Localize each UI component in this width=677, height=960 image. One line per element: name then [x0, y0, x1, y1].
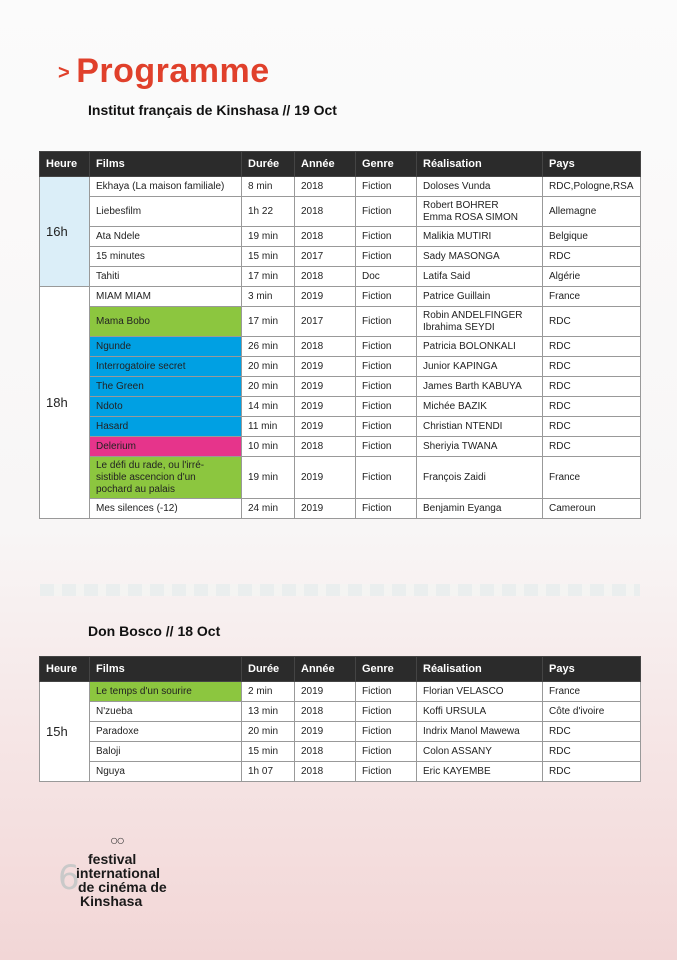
column-header-5: Réalisation [417, 152, 543, 177]
film-cell: Le défi du rade, ou l'irré- sistible ascencion d'un pochard au palais [90, 457, 242, 499]
festival-logo [58, 832, 198, 909]
genre-cell: Fiction [356, 437, 417, 457]
logo-line-4: Kinshasa [80, 893, 143, 909]
column-header-6: Pays [543, 657, 641, 682]
duree-cell: 20 min [242, 377, 295, 397]
column-header-0: Heure [40, 152, 90, 177]
annee-cell: 2019 [295, 722, 356, 742]
pays-cell: RDC [543, 742, 641, 762]
logo-circles-icon: ○○ [110, 832, 123, 848]
table-row [40, 227, 641, 247]
table-header-row [40, 152, 641, 177]
pays-cell: RDC [543, 357, 641, 377]
annee-cell: 2019 [295, 682, 356, 702]
realisation-cell: Sady MASONGA [417, 247, 543, 267]
duree-cell: 2 min [242, 682, 295, 702]
annee-cell: 2019 [295, 397, 356, 417]
genre-cell: Fiction [356, 682, 417, 702]
annee-cell: 2018 [295, 197, 356, 227]
table-row [40, 287, 641, 307]
column-header-6: Pays [543, 152, 641, 177]
table-row [40, 457, 641, 499]
table-header-row [40, 657, 641, 682]
annee-cell: 2018 [295, 742, 356, 762]
table-row [40, 177, 641, 197]
column-header-4: Genre [356, 152, 417, 177]
film-cell: Ata Ndele [90, 227, 242, 247]
hour-cell: 15h [40, 682, 90, 782]
realisation-cell: Junior KAPINGA [417, 357, 543, 377]
table-row [40, 762, 641, 782]
film-cell: Ndoto [90, 397, 242, 417]
pays-cell: Côte d'ivoire [543, 702, 641, 722]
programme-table-institut [39, 151, 641, 519]
realisation-cell: Robert BOHRER Emma ROSA SIMON [417, 197, 543, 227]
table-row [40, 722, 641, 742]
table-row [40, 197, 641, 227]
duree-cell: 10 min [242, 437, 295, 457]
annee-cell: 2019 [295, 457, 356, 499]
decorative-strip [40, 584, 640, 596]
genre-cell: Fiction [356, 762, 417, 782]
duree-cell: 14 min [242, 397, 295, 417]
film-cell: Liebesfilm [90, 197, 242, 227]
table-row [40, 247, 641, 267]
column-header-3: Année [295, 657, 356, 682]
genre-cell: Fiction [356, 307, 417, 337]
table-row [40, 417, 641, 437]
realisation-cell: Malikia MUTIRI [417, 227, 543, 247]
duree-cell: 20 min [242, 722, 295, 742]
duree-cell: 26 min [242, 337, 295, 357]
duree-cell: 3 min [242, 287, 295, 307]
film-cell: The Green [90, 377, 242, 397]
title-text: Programme [76, 52, 270, 90]
realisation-cell: Patricia BOLONKALI [417, 337, 543, 357]
pays-cell: Allemagne [543, 197, 641, 227]
hour-cell: 18h [40, 287, 90, 519]
film-cell: Tahiti [90, 267, 242, 287]
duree-cell: 15 min [242, 742, 295, 762]
pays-cell: RDC [543, 247, 641, 267]
annee-cell: 2018 [295, 337, 356, 357]
genre-cell: Fiction [356, 457, 417, 499]
hour-cell: 16h [40, 177, 90, 287]
table-row [40, 397, 641, 417]
realisation-cell: Colon ASSANY [417, 742, 543, 762]
annee-cell: 2019 [295, 357, 356, 377]
logo-line-3: de cinéma de [78, 879, 167, 895]
pays-cell: Belgique [543, 227, 641, 247]
page-title [58, 52, 270, 91]
duree-cell: 8 min [242, 177, 295, 197]
column-header-3: Année [295, 152, 356, 177]
film-cell: Hasard [90, 417, 242, 437]
film-cell: Ngunde [90, 337, 242, 357]
title-arrow: > [58, 62, 71, 84]
genre-cell: Fiction [356, 247, 417, 267]
column-header-1: Films [90, 657, 242, 682]
realisation-cell: Koffi URSULA [417, 702, 543, 722]
genre-cell: Fiction [356, 177, 417, 197]
film-cell: Mama Bobo [90, 307, 242, 337]
column-header-0: Heure [40, 657, 90, 682]
column-header-1: Films [90, 152, 242, 177]
pays-cell: Cameroun [543, 499, 641, 519]
annee-cell: 2019 [295, 287, 356, 307]
column-header-5: Réalisation [417, 657, 543, 682]
realisation-cell: Latifa Said [417, 267, 543, 287]
genre-cell: Fiction [356, 377, 417, 397]
realisation-cell: Benjamin Eyanga [417, 499, 543, 519]
pays-cell: RDC [543, 377, 641, 397]
genre-cell: Fiction [356, 227, 417, 247]
realisation-cell: François Zaidi [417, 457, 543, 499]
pays-cell: RDC [543, 307, 641, 337]
genre-cell: Fiction [356, 197, 417, 227]
annee-cell: 2018 [295, 702, 356, 722]
table-row [40, 357, 641, 377]
table-row [40, 702, 641, 722]
genre-cell: Fiction [356, 499, 417, 519]
realisation-cell: Michée BAZIK [417, 397, 543, 417]
duree-cell: 11 min [242, 417, 295, 437]
film-cell: Delerium [90, 437, 242, 457]
annee-cell: 2017 [295, 307, 356, 337]
realisation-cell: Christian NTENDI [417, 417, 543, 437]
film-cell: 15 minutes [90, 247, 242, 267]
pays-cell: RDC,Pologne,RSA [543, 177, 641, 197]
pays-cell: RDC [543, 762, 641, 782]
annee-cell: 2018 [295, 437, 356, 457]
column-header-2: Durée [242, 657, 295, 682]
pays-cell: RDC [543, 417, 641, 437]
section-title-donbosco: Don Bosco // 18 Oct [88, 623, 221, 639]
film-cell: Le temps d'un sourire [90, 682, 242, 702]
duree-cell: 13 min [242, 702, 295, 722]
genre-cell: Fiction [356, 722, 417, 742]
duree-cell: 20 min [242, 357, 295, 377]
pays-cell: France [543, 682, 641, 702]
genre-cell: Fiction [356, 417, 417, 437]
film-cell: Baloji [90, 742, 242, 762]
genre-cell: Fiction [356, 702, 417, 722]
pays-cell: RDC [543, 397, 641, 417]
duree-cell: 1h 22 [242, 197, 295, 227]
logo-edition-number: 6 [58, 858, 80, 898]
table-row [40, 377, 641, 397]
table-row [40, 337, 641, 357]
pays-cell: RDC [543, 722, 641, 742]
genre-cell: Doc [356, 267, 417, 287]
realisation-cell: Doloses Vunda [417, 177, 543, 197]
table-row [40, 437, 641, 457]
programme-table-donbosco [39, 656, 641, 782]
annee-cell: 2019 [295, 417, 356, 437]
film-cell: MIAM MIAM [90, 287, 242, 307]
pays-cell: Algérie [543, 267, 641, 287]
annee-cell: 2018 [295, 177, 356, 197]
annee-cell: 2019 [295, 499, 356, 519]
annee-cell: 2018 [295, 227, 356, 247]
realisation-cell: Florian VELASCO [417, 682, 543, 702]
pays-cell: RDC [543, 437, 641, 457]
genre-cell: Fiction [356, 337, 417, 357]
column-header-4: Genre [356, 657, 417, 682]
section-title-institut: Institut français de Kinshasa // 19 Oct [88, 102, 337, 118]
film-cell: Paradoxe [90, 722, 242, 742]
duree-cell: 19 min [242, 457, 295, 499]
duree-cell: 17 min [242, 307, 295, 337]
duree-cell: 19 min [242, 227, 295, 247]
table-row [40, 682, 641, 702]
logo-line-1: festival [88, 851, 137, 867]
realisation-cell: Indrix Manol Mawewa [417, 722, 543, 742]
genre-cell: Fiction [356, 397, 417, 417]
realisation-cell: Sheriyia TWANA [417, 437, 543, 457]
film-cell: Interrogatoire secret [90, 357, 242, 377]
table-row [40, 742, 641, 762]
column-header-2: Durée [242, 152, 295, 177]
duree-cell: 17 min [242, 267, 295, 287]
logo-line-2: international [76, 865, 161, 881]
realisation-cell: Patrice Guillain [417, 287, 543, 307]
genre-cell: Fiction [356, 287, 417, 307]
genre-cell: Fiction [356, 742, 417, 762]
table-row [40, 307, 641, 337]
genre-cell: Fiction [356, 357, 417, 377]
pays-cell: France [543, 287, 641, 307]
duree-cell: 24 min [242, 499, 295, 519]
annee-cell: 2018 [295, 762, 356, 782]
table-row [40, 499, 641, 519]
duree-cell: 15 min [242, 247, 295, 267]
pays-cell: France [543, 457, 641, 499]
realisation-cell: Robin ANDELFINGER Ibrahima SEYDI [417, 307, 543, 337]
annee-cell: 2017 [295, 247, 356, 267]
film-cell: Ekhaya (La maison familiale) [90, 177, 242, 197]
duree-cell: 1h 07 [242, 762, 295, 782]
film-cell: Mes silences (-12) [90, 499, 242, 519]
table-row [40, 267, 641, 287]
annee-cell: 2018 [295, 267, 356, 287]
pays-cell: RDC [543, 337, 641, 357]
film-cell: N'zueba [90, 702, 242, 722]
realisation-cell: Eric KAYEMBE [417, 762, 543, 782]
annee-cell: 2019 [295, 377, 356, 397]
film-cell: Nguya [90, 762, 242, 782]
realisation-cell: James Barth KABUYA [417, 377, 543, 397]
